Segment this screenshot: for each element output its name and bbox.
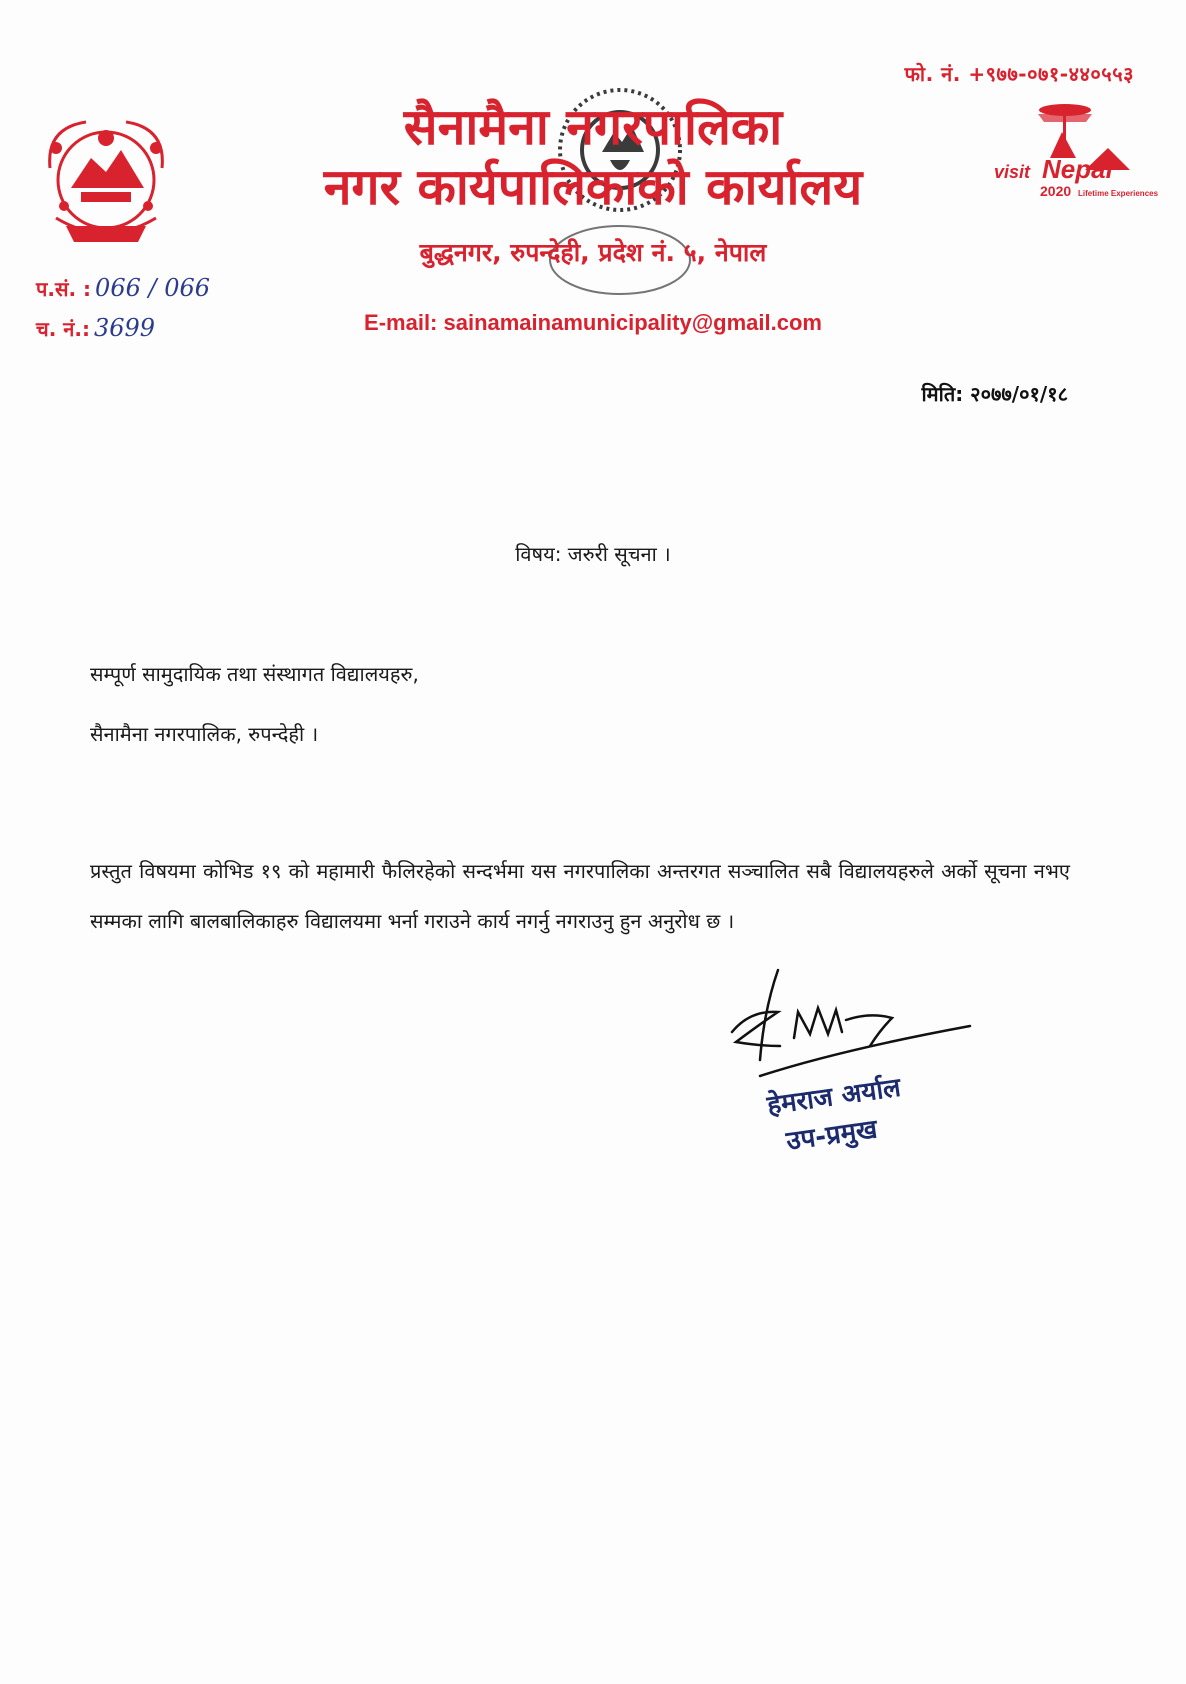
ps-reference — [36, 274, 210, 302]
recipient-line-2: सैनामैना नगरपालिक, रुपन्देही । — [90, 722, 319, 746]
cn-reference — [36, 314, 155, 342]
letter-date: मिति: २०७७/०१/१८ — [921, 382, 1068, 406]
nepal-word: Nepal — [1042, 154, 1113, 184]
recipient-line-1: सम्पूर्ण सामुदायिक तथा संस्थागत विद्यालयहरु, — [90, 662, 419, 686]
office-title: नगर कार्यपालिकाको कार्यालय — [323, 158, 863, 216]
office-email: E-mail: sainamainamunicipality@gmail.com — [364, 310, 822, 335]
office-address: बुद्धनगर, रुपन्देही, प्रदेश नं. ५, नेपाल — [419, 238, 767, 267]
letter-subject: विषय: जरुरी सूचना । — [515, 542, 671, 566]
cn-value: 3699 — [93, 314, 156, 342]
visit-year: 2020 — [1040, 183, 1072, 199]
letter-body: प्रस्तुत विषयमा कोभिड १९ को महामारी फैलिरहेको सन्दर्भमा यस नगरपालिका अन्तरगत सञ्चालित सबै विद्यालयहरुले अर्को सूचना नभए सम्मका लागि बालबालिकाहरु विद्यालयमा भर्ना गराउने कार्य नगर्नु नगराउनु हुन अनुरोध छ । — [90, 859, 1070, 933]
municipality-title: सैनामैना नगरपालिका — [403, 98, 783, 156]
visit-nepal-logo-icon — [990, 92, 1159, 212]
phone-number: फो. नं. +९७७-०७१-४४०५५३ — [904, 62, 1134, 86]
visit-tagline: Lifetime Experiences — [1078, 189, 1159, 198]
ps-label: प.सं. : — [36, 277, 92, 301]
ps-value: 066 / 066 — [95, 274, 211, 302]
signatory-name: हेमराज अर्याल — [765, 1072, 903, 1122]
signatory-designation: उप-प्रमुख — [784, 1114, 880, 1157]
cn-label: च. नं.: — [36, 317, 90, 341]
visit-word: visit — [994, 162, 1031, 182]
